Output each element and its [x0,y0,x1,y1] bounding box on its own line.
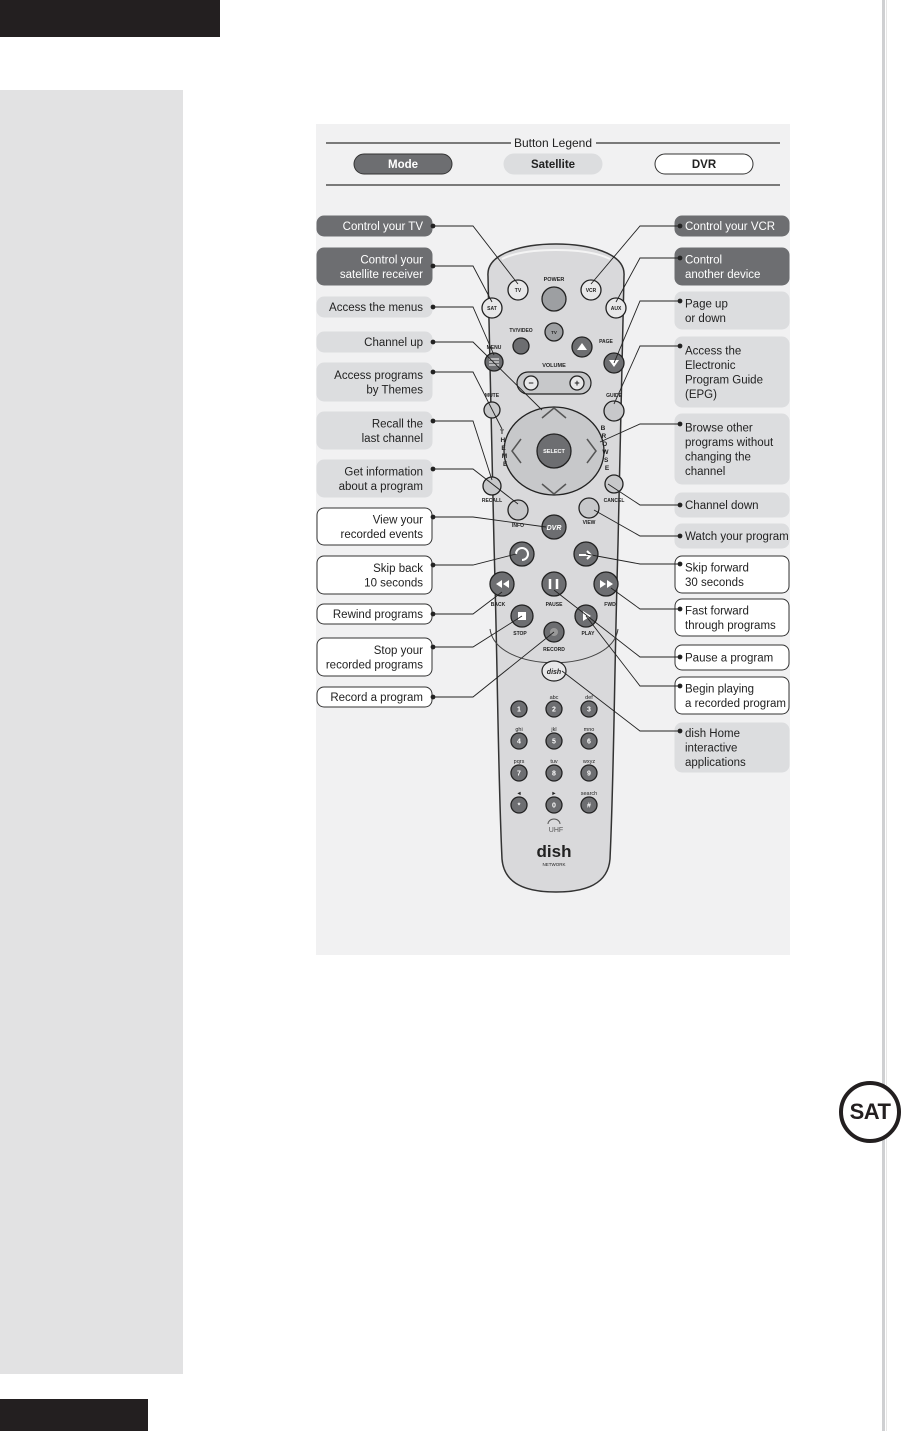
callout-right-11-line-0: dish Home [685,728,740,740]
callout-bullet-left-10 [431,645,436,650]
power-button[interactable] [542,287,566,311]
callout-left-9-line-0: Rewind programs [332,609,423,621]
callout-right-1-line-0: Control [685,254,723,267]
callout-right-6-line-0: Watch your program [685,531,789,543]
callout-bullet-left-6 [431,467,436,472]
callout-left-4-line-0: Access programs [334,369,423,382]
dish-home-label: dish [546,669,562,676]
minus-icon: − [528,378,534,388]
aux-mode-button-label: AUX [610,306,622,312]
callout-left-7-line-1: recorded events [340,528,423,541]
callout-bullet-left-2 [431,305,436,310]
tv-video-label: TV/VIDEO [509,328,533,334]
keypad-digit-11: # [587,802,591,810]
callout-bullet-right-8 [678,607,683,612]
stop-label: STOP [513,631,527,637]
callout-leader-right-3 [614,346,680,404]
callout-right-4-line-2: changing the [685,451,751,464]
callout-right-3-line-0: Access the [685,345,742,358]
callout-bullet-right-5 [678,503,683,508]
keypad-letters-2: def [585,695,593,701]
callout-right-3-line-3: (EPG) [685,388,717,401]
callout-bullet-left-5 [431,419,436,424]
info-button[interactable] [508,500,528,520]
callout-right-2-line-1: or down [685,312,726,325]
callout-bullet-left-8 [431,563,436,568]
callout-bullet-right-7 [678,562,683,567]
keypad-digit-1: 2 [552,706,556,714]
callout-bullet-right-4 [678,422,683,427]
sat-mode-button-label: SAT [487,306,497,312]
brand-network: NETWORK [542,862,566,867]
keypad-digit-0: 1 [517,706,521,714]
callout-left-11-line-0: Record a program [330,692,423,704]
back-label: BACK [490,602,506,608]
callout-bullet-right-11 [678,729,683,734]
callout-bullet-left-7 [431,515,436,520]
keypad-letters-10: ► [551,791,557,797]
callout-bullet-right-10 [678,684,683,689]
callout-bullet-left-4 [431,370,436,375]
recall-label: RECALL [481,498,503,504]
keypad-digit-9: * [517,802,521,810]
keypad-letters-9: ◄ [516,791,522,797]
view-label: VIEW [582,520,596,526]
callout-left-10-line-0: Stop your [373,644,423,657]
legend-satellite: Satellite [530,159,576,171]
keypad-digit-8: 9 [587,770,591,778]
sat-mode-icon: SAT [839,1081,901,1143]
header-bar [0,0,220,37]
callout-bullet-left-9 [431,612,436,617]
callout-right-3-line-2: Program Guide [685,374,763,387]
keypad-letters-1: abc [549,695,559,701]
callout-left-3-line-0: Channel up [364,337,423,349]
callout-leader-right-1 [616,258,680,302]
tv-video-button[interactable] [513,338,529,354]
callout-bullet-right-6 [678,534,683,539]
keypad-digit-10: 0 [552,802,556,810]
callout-right-0-line-0: Control your VCR [685,221,776,233]
dvr-label: DVR [546,525,562,532]
keypad-digit-7: 8 [552,770,556,778]
callout-left-1-line-1: satellite receiver [339,268,423,281]
browse-label: B R O W S E [600,425,610,472]
legend-title: Button Legend [513,136,593,150]
callout-bullet-left-3 [431,340,436,345]
legend-mode: Mode [387,159,419,171]
callout-right-7-line-0: Skip forward [685,562,749,575]
callout-left-1-line-0: Control your [360,254,423,267]
keypad-digit-3: 4 [517,738,521,746]
pause-button[interactable] [542,572,566,596]
keypad-letters-8: wxyz [582,759,596,765]
callout-left-0-line-0: Control your TV [342,221,423,233]
callout-right-4-line-0: Browse other [685,422,753,435]
volume-label: VOLUME [542,363,566,369]
keypad-letters-3: ghi [515,727,523,733]
keypad-digit-2: 3 [587,706,591,714]
callout-left-8-line-0: Skip back [373,562,423,575]
callout-left-5-line-0: Recall the [371,418,423,431]
menu-label: MENU [486,345,502,351]
callout-left-4-line-1: by Themes [366,384,423,397]
keypad-letters-7: tuv [550,759,558,765]
cancel-label: CANCEL [603,498,625,504]
tv-mode-button-label: TV [514,288,522,294]
page-edge-line-thin [886,0,887,1431]
mute-label: MUTE [484,393,500,399]
callout-bullet-right-9 [678,655,683,660]
keypad-letters-5: mno [583,727,595,733]
select-label: SELECT [543,449,565,455]
theme-label: T H E M E [500,429,508,468]
fwd-label: FWD [604,602,616,608]
callout-right-2-line-0: Page up [685,298,728,311]
callout-left-7-line-0: View your [372,514,423,527]
callout-left-5-line-1: last channel [361,432,423,445]
callout-bullet-right-0 [678,224,683,229]
callout-leader-left-1 [433,266,492,302]
vcr-mode-button-label: VCR [585,288,597,294]
pause-label: PAUSE [545,602,563,608]
keypad-digit-6: 7 [517,770,521,778]
callout-right-10-line-0: Begin playing [685,683,755,696]
callout-right-11-line-1: interactive [685,742,738,755]
callout-right-4-line-3: channel [685,465,726,478]
keypad-digit-4: 5 [552,738,556,746]
callout-bullet-left-11 [431,695,436,700]
callout-bullet-right-3 [678,344,683,349]
skip-back-button[interactable] [510,542,534,566]
sidebar-panel [0,90,183,1374]
keypad-letters-6: pqrs [513,759,525,765]
callout-bullet-right-1 [678,256,683,261]
view-button[interactable] [579,498,599,518]
callout-right-3-line-1: Electronic [685,359,736,372]
guide-label: GUIDE [606,393,622,399]
callout-left-2-line-0: Access the menus [329,302,423,314]
page-label: PAGE [599,339,613,345]
callout-right-5-line-0: Channel down [685,500,759,512]
callout-right-4-line-1: programs without [685,436,774,449]
keypad-digit-5: 6 [587,738,591,746]
footer-bar [0,1399,148,1431]
callout-left-8-line-1: 10 seconds [364,577,423,590]
page-edge-line [882,0,885,1431]
callout-right-10-line-1: a recorded program [685,697,786,710]
callout-left-6-line-1: about a program [338,480,423,493]
info-label: INFO [512,523,524,529]
record-label: RECORD [543,647,565,653]
legend-dvr: DVR [691,159,717,171]
callout-right-7-line-1: 30 seconds [685,576,744,589]
tv-power-label: TV [551,330,557,335]
remote-figure [316,124,790,955]
callout-bullet-left-1 [431,264,436,269]
callout-leader-right-8 [611,588,680,609]
uhf-label: UHF [548,827,564,834]
power-label: POWER [543,277,565,283]
keypad-letters-4: jkl [551,727,557,733]
callout-right-1-line-1: another device [685,268,761,281]
callout-right-11-line-2: applications [685,757,746,769]
callout-leader-left-5 [433,421,492,480]
plus-icon: + [574,378,580,388]
callout-left-6-line-0: Get information [344,466,423,479]
callout-bullet-left-0 [431,224,436,229]
callout-right-8-line-0: Fast forward [685,605,749,618]
play-label: PLAY [581,631,595,637]
callout-right-8-line-1: through programs [685,619,776,632]
callout-right-9-line-0: Pause a program [685,652,774,665]
callout-left-10-line-1: recorded programs [325,659,423,672]
cancel-button[interactable] [605,475,623,493]
callout-bullet-right-2 [678,299,683,304]
keypad-letters-11: search [580,791,598,797]
remote-diagram [316,124,790,955]
brand-logo: dish [536,842,572,861]
